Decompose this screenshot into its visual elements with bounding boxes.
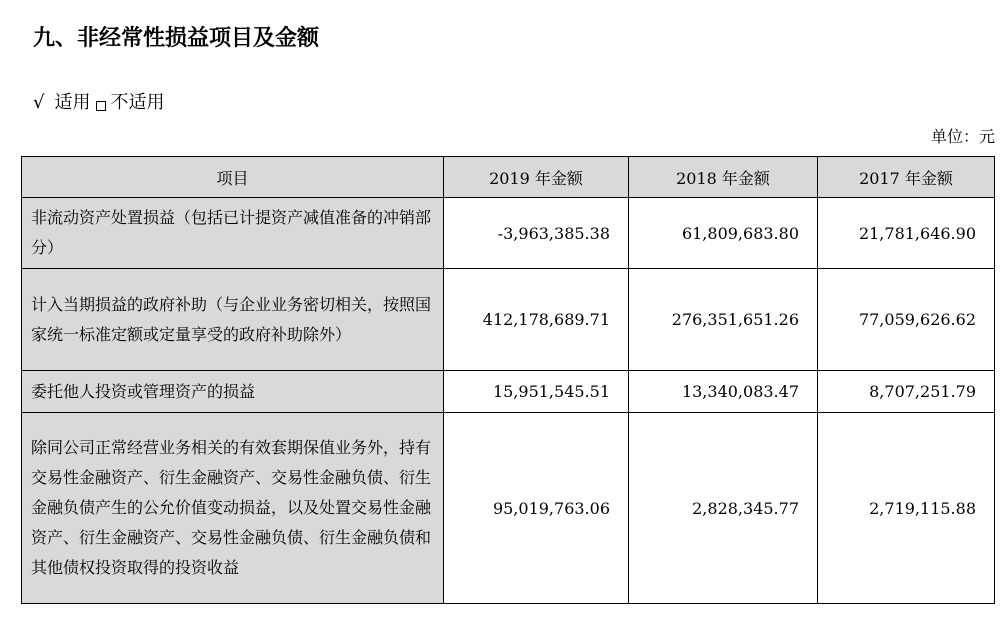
unit-label: 单位：元 bbox=[930, 127, 995, 146]
row-item-label: 非流动资产处置损益（包括已计提资产减值准备的冲销部分） bbox=[22, 198, 444, 269]
row-item-label: 委托他人投资或管理资产的损益 bbox=[22, 371, 444, 413]
table-row bbox=[22, 198, 995, 269]
row-value-2017: 77,059,626.62 bbox=[818, 269, 995, 371]
row-value-2017: 8,707,251.79 bbox=[818, 371, 995, 413]
row-value-2019: -3,963,385.38 bbox=[444, 198, 629, 269]
non-recurring-items-table bbox=[21, 156, 995, 604]
header-2018: 2018 年金额 bbox=[629, 157, 818, 198]
checkmark-icon: √ bbox=[33, 92, 45, 113]
row-value-2018: 276,351,651.26 bbox=[629, 269, 818, 371]
table-row bbox=[22, 269, 995, 371]
section-title: 九、非经常性损益项目及金额 bbox=[33, 26, 320, 51]
row-value-2019: 15,951,545.51 bbox=[444, 371, 629, 413]
empty-checkbox-icon bbox=[96, 101, 106, 111]
row-value-2019: 95,019,763.06 bbox=[444, 413, 629, 604]
row-item-label: 计入当期损益的政府补助（与企业业务密切相关，按照国家统一标准定额或定量享受的政府补助除外） bbox=[22, 269, 444, 371]
row-value-2018: 13,340,083.47 bbox=[629, 371, 818, 413]
table-row bbox=[22, 413, 995, 604]
row-value-2017: 2,719,115.88 bbox=[818, 413, 995, 604]
applicable-label: 适用 bbox=[54, 92, 91, 113]
table-header-row bbox=[22, 157, 995, 198]
row-value-2019: 412,178,689.71 bbox=[444, 269, 629, 371]
row-value-2018: 61,809,683.80 bbox=[629, 198, 818, 269]
applicability-line bbox=[33, 88, 164, 118]
header-2017: 2017 年金额 bbox=[818, 157, 995, 198]
not-applicable-label: 不适用 bbox=[110, 92, 165, 113]
row-value-2018: 2,828,345.77 bbox=[629, 413, 818, 604]
table-row bbox=[22, 371, 995, 413]
header-item: 项目 bbox=[22, 157, 444, 198]
header-2019: 2019 年金额 bbox=[444, 157, 629, 198]
row-item-label: 除同公司正常经营业务相关的有效套期保值业务外，持有交易性金融资产、衍生金融资产、交易性金融负债、衍生金融负债产生的公允价值变动损益，以及处置交易性金融资产、衍生金融资产、交易性金融负债、衍生金融负债和其他债权投资取得的投资收益 bbox=[22, 413, 444, 604]
row-value-2017: 21,781,646.90 bbox=[818, 198, 995, 269]
